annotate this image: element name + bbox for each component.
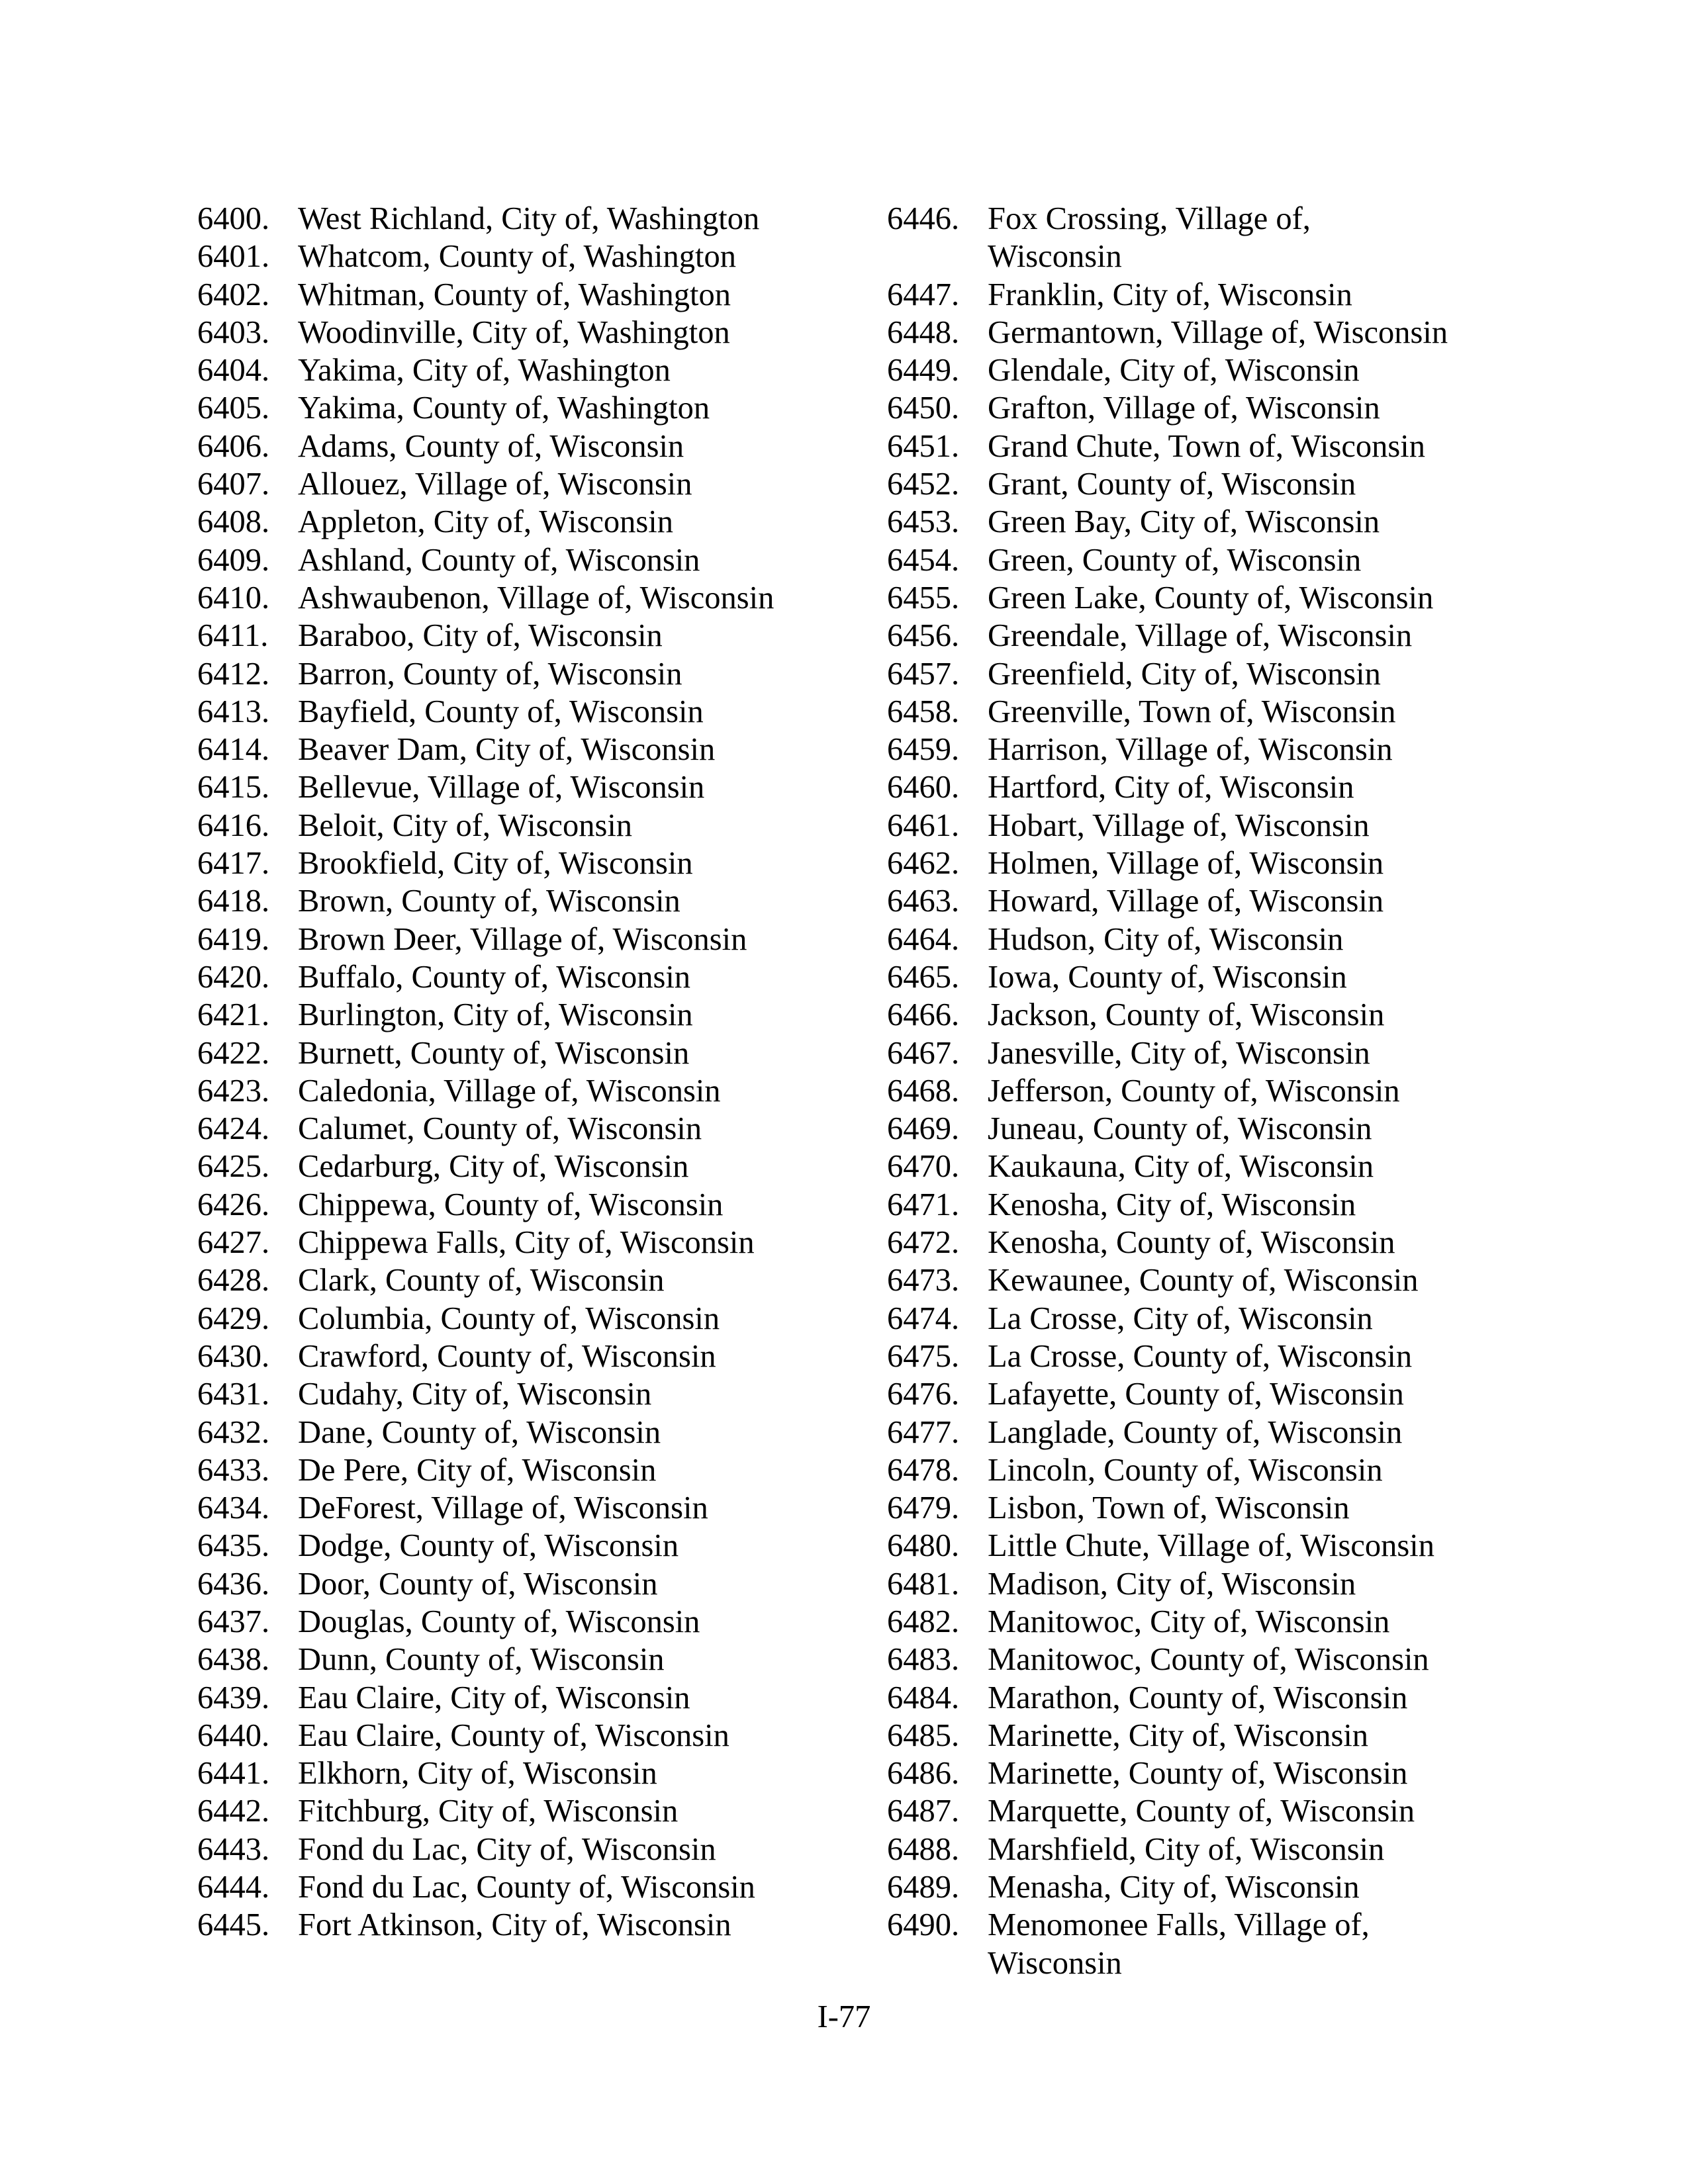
list-item	[197, 314, 859, 351]
entry-number: 6450.	[887, 390, 960, 426]
entry-number: 6430.	[197, 1338, 270, 1374]
entry-name: Buffalo, County of, Wisconsin	[298, 959, 691, 995]
entry-number: 6438.	[197, 1642, 270, 1678]
entry-name: Yakima, City of, Washington	[298, 353, 671, 388]
entry-name: De Pere, City of, Wisconsin	[298, 1452, 657, 1488]
entry-number: 6400.	[197, 201, 270, 236]
entry-name: Manitowoc, County of, Wisconsin	[988, 1642, 1429, 1678]
entry-name: Brown Deer, Village of, Wisconsin	[298, 921, 747, 957]
entry-name: Kenosha, County of, Wisconsin	[988, 1225, 1395, 1261]
list-item	[197, 807, 859, 844]
entry-number: 6480.	[887, 1528, 960, 1564]
entry-number: 6468.	[887, 1073, 960, 1109]
list-item	[197, 465, 859, 503]
list-item	[887, 655, 1549, 693]
entry-number: 6456.	[887, 618, 960, 654]
list-item	[197, 768, 859, 806]
entry-number: 6423.	[197, 1073, 270, 1109]
entry-number: 6431.	[197, 1377, 270, 1412]
entry-name: Menasha, City of, Wisconsin	[988, 1870, 1360, 1905]
list-item	[887, 276, 1549, 314]
entry-name: Dunn, County of, Wisconsin	[298, 1642, 665, 1678]
list-item	[887, 465, 1549, 503]
entry-number: 6455.	[887, 580, 960, 615]
list-item	[887, 996, 1549, 1034]
entry-name: Appleton, City of, Wisconsin	[298, 504, 674, 540]
entry-name: Chippewa Falls, City of, Wisconsin	[298, 1225, 755, 1261]
entry-name: Woodinville, City of, Washington	[298, 314, 730, 350]
list-item	[887, 1300, 1549, 1338]
list-item	[197, 276, 859, 314]
entry-name: Hudson, City of, Wisconsin	[988, 921, 1344, 957]
list-item	[887, 1792, 1549, 1830]
list-item	[197, 844, 859, 882]
entry-name: Dodge, County of, Wisconsin	[298, 1528, 679, 1564]
entry-number: 6486.	[887, 1756, 960, 1792]
entry-name: Whitman, County of, Washington	[298, 277, 731, 312]
list-item	[197, 1868, 859, 1906]
entry-number: 6464.	[887, 921, 960, 957]
entry-number: 6433.	[197, 1452, 270, 1488]
list-item	[887, 1338, 1549, 1375]
entry-name: Brown, County of, Wisconsin	[298, 884, 680, 919]
entry-number: 6462.	[887, 846, 960, 882]
entry-name: Marinette, County of, Wisconsin	[988, 1756, 1408, 1792]
list-item	[887, 958, 1549, 996]
entry-number: 6479.	[887, 1490, 960, 1526]
entry-name: Baraboo, City of, Wisconsin	[298, 618, 663, 654]
entry-name: Greenfield, City of, Wisconsin	[988, 656, 1381, 692]
entry-number: 6487.	[887, 1794, 960, 1829]
list-item	[887, 1868, 1549, 1906]
list-item	[197, 921, 859, 958]
entry-number: 6425.	[197, 1149, 270, 1185]
entry-name: Harrison, Village of, Wisconsin	[988, 732, 1393, 768]
entry-name: Menomonee Falls, Village of, Wisconsin	[988, 1907, 1370, 1981]
entry-number: 6477.	[887, 1414, 960, 1450]
entry-number: 6469.	[887, 1111, 960, 1147]
list-item	[887, 1754, 1549, 1792]
entry-name: Little Chute, Village of, Wisconsin	[988, 1528, 1434, 1564]
list-item	[197, 1414, 859, 1451]
entry-number: 6404.	[197, 353, 270, 388]
entry-name: Barron, County of, Wisconsin	[298, 656, 682, 692]
list-item	[197, 1641, 859, 1678]
list-item	[197, 1338, 859, 1375]
entry-number: 6421.	[197, 997, 270, 1033]
entry-number: 6419.	[197, 921, 270, 957]
entry-name: Yakima, County of, Washington	[298, 390, 710, 426]
entry-name: Caledonia, Village of, Wisconsin	[298, 1073, 721, 1109]
list-item	[197, 503, 859, 541]
entry-name: Brookfield, City of, Wisconsin	[298, 846, 693, 882]
list-item	[887, 1148, 1549, 1185]
entry-name: Dane, County of, Wisconsin	[298, 1414, 661, 1450]
entry-name: Langlade, County of, Wisconsin	[988, 1414, 1403, 1450]
entry-number: 6447.	[887, 277, 960, 312]
entry-name: La Crosse, City of, Wisconsin	[988, 1300, 1373, 1336]
entry-name: Ashwaubenon, Village of, Wisconsin	[298, 580, 774, 615]
list-item	[887, 1451, 1549, 1489]
list-item	[887, 693, 1549, 731]
entry-number: 6403.	[197, 314, 270, 350]
list-item	[197, 351, 859, 389]
entry-name: Door, County of, Wisconsin	[298, 1566, 658, 1602]
entry-number: 6405.	[197, 390, 270, 426]
list-item	[197, 1679, 859, 1717]
list-item	[197, 1906, 859, 1944]
entry-name: Lisbon, Town of, Wisconsin	[988, 1490, 1350, 1526]
list-item	[887, 428, 1549, 465]
entry-number: 6466.	[887, 997, 960, 1033]
list-item	[197, 958, 859, 996]
entry-name: Adams, County of, Wisconsin	[298, 428, 684, 464]
list-item	[887, 617, 1549, 655]
entry-name: Beloit, City of, Wisconsin	[298, 807, 633, 843]
entry-number: 6461.	[887, 807, 960, 843]
list-item	[887, 579, 1549, 617]
list-item	[197, 731, 859, 768]
list-item	[197, 1375, 859, 1413]
entry-number: 6434.	[197, 1490, 270, 1526]
entry-number: 6422.	[197, 1035, 270, 1071]
entry-number: 6445.	[197, 1907, 270, 1943]
list-item	[197, 1792, 859, 1830]
list-item	[887, 844, 1549, 882]
entry-name: Burnett, County of, Wisconsin	[298, 1035, 690, 1071]
entry-number: 6401.	[197, 239, 270, 275]
entry-number: 6408.	[197, 504, 270, 540]
list-item	[887, 921, 1549, 958]
entry-name: Bellevue, Village of, Wisconsin	[298, 770, 705, 805]
entry-name: Columbia, County of, Wisconsin	[298, 1300, 720, 1336]
entry-number: 6467.	[887, 1035, 960, 1071]
list-item	[887, 1224, 1549, 1261]
entry-number: 6435.	[197, 1528, 270, 1564]
list-item	[887, 1527, 1549, 1565]
entry-number: 6406.	[197, 428, 270, 464]
entry-name: Douglas, County of, Wisconsin	[298, 1604, 700, 1639]
entry-name: Grant, County of, Wisconsin	[988, 467, 1356, 502]
list-item	[197, 882, 859, 920]
list-item	[887, 1414, 1549, 1451]
entry-number: 6451.	[887, 428, 960, 464]
entry-number: 6471.	[887, 1187, 960, 1222]
entry-number: 6416.	[197, 807, 270, 843]
list-item	[197, 1603, 859, 1641]
entry-name: Green Bay, City of, Wisconsin	[988, 504, 1380, 540]
entry-number: 6475.	[887, 1338, 960, 1374]
list-item	[197, 238, 859, 275]
entry-name: Whatcom, County of, Washington	[298, 239, 736, 275]
list-item	[887, 389, 1549, 427]
entry-number: 6481.	[887, 1566, 960, 1602]
entry-number: 6474.	[887, 1300, 960, 1336]
list-item	[197, 389, 859, 427]
entry-number: 6414.	[197, 732, 270, 768]
entry-number: 6429.	[197, 1300, 270, 1336]
entry-number: 6453.	[887, 504, 960, 540]
entry-number: 6410.	[197, 580, 270, 615]
list-item	[887, 768, 1549, 806]
entry-name: Green, County of, Wisconsin	[988, 542, 1362, 578]
entry-number: 6476.	[887, 1377, 960, 1412]
list-item	[197, 996, 859, 1034]
list-item	[887, 1603, 1549, 1641]
entry-number: 6444.	[197, 1870, 270, 1905]
entry-number: 6470.	[887, 1149, 960, 1185]
entry-number: 6409.	[197, 542, 270, 578]
entry-number: 6446.	[887, 201, 960, 236]
entry-name: Marquette, County of, Wisconsin	[988, 1794, 1415, 1829]
entry-name: Fort Atkinson, City of, Wisconsin	[298, 1907, 731, 1943]
entry-number: 6463.	[887, 884, 960, 919]
entry-name: Lafayette, County of, Wisconsin	[988, 1377, 1404, 1412]
entry-name: Hartford, City of, Wisconsin	[988, 770, 1354, 805]
list-item	[887, 1072, 1549, 1110]
entry-number: 6417.	[197, 846, 270, 882]
entry-name: Cedarburg, City of, Wisconsin	[298, 1149, 689, 1185]
entry-number: 6478.	[887, 1452, 960, 1488]
entry-name: Marshfield, City of, Wisconsin	[988, 1831, 1385, 1867]
list-item	[887, 1679, 1549, 1717]
entry-number: 6448.	[887, 314, 960, 350]
list-item	[197, 1451, 859, 1489]
entry-number: 6439.	[197, 1680, 270, 1715]
list-item	[887, 1489, 1549, 1527]
list-item	[887, 1034, 1549, 1072]
entry-name: Hobart, Village of, Wisconsin	[988, 807, 1370, 843]
list-item	[197, 579, 859, 617]
entry-name: Holmen, Village of, Wisconsin	[988, 846, 1384, 882]
entry-name: Bayfield, County of, Wisconsin	[298, 694, 704, 729]
entry-name: Jefferson, County of, Wisconsin	[988, 1073, 1400, 1109]
entry-number: 6489.	[887, 1870, 960, 1905]
entry-number: 6427.	[197, 1225, 270, 1261]
entry-name: Ashland, County of, Wisconsin	[298, 542, 700, 578]
entry-number: 6482.	[887, 1604, 960, 1639]
entry-name: Marinette, City of, Wisconsin	[988, 1717, 1369, 1753]
entry-number: 6443.	[197, 1831, 270, 1867]
list-item	[197, 1072, 859, 1110]
entry-name: Beaver Dam, City of, Wisconsin	[298, 732, 716, 768]
list-item	[887, 1261, 1549, 1299]
entry-name: Grand Chute, Town of, Wisconsin	[988, 428, 1426, 464]
entry-name: Juneau, County of, Wisconsin	[988, 1111, 1372, 1147]
entry-name: Eau Claire, City of, Wisconsin	[298, 1680, 690, 1715]
entry-number: 6440.	[197, 1717, 270, 1753]
entry-name: Janesville, City of, Wisconsin	[988, 1035, 1370, 1071]
entry-number: 6413.	[197, 694, 270, 729]
entry-number: 6472.	[887, 1225, 960, 1261]
list-item	[197, 1527, 859, 1565]
entry-number: 6484.	[887, 1680, 960, 1715]
entry-number: 6449.	[887, 353, 960, 388]
entry-name: Fitchburg, City of, Wisconsin	[298, 1794, 679, 1829]
list-item	[887, 1906, 1549, 1982]
entry-name: Germantown, Village of, Wisconsin	[988, 314, 1448, 350]
list-item	[197, 655, 859, 693]
list-item	[887, 314, 1549, 351]
list-item	[197, 1224, 859, 1261]
list-item	[887, 351, 1549, 389]
entry-number: 6490.	[887, 1907, 960, 1943]
entry-number: 6412.	[197, 656, 270, 692]
list-item	[197, 1831, 859, 1868]
list-item	[197, 1186, 859, 1224]
list-item	[887, 503, 1549, 541]
list-item	[197, 617, 859, 655]
list-item	[197, 1261, 859, 1299]
entry-name: Chippewa, County of, Wisconsin	[298, 1187, 724, 1222]
entry-name: Clark, County of, Wisconsin	[298, 1263, 665, 1298]
entry-number: 6459.	[887, 732, 960, 768]
entry-name: DeForest, Village of, Wisconsin	[298, 1490, 708, 1526]
entry-number: 6457.	[887, 656, 960, 692]
list-item	[197, 1754, 859, 1792]
list-item	[887, 1375, 1549, 1413]
entry-name: Burlington, City of, Wisconsin	[298, 997, 693, 1033]
list-item	[197, 541, 859, 579]
list-item	[887, 1831, 1549, 1868]
entry-name: Fond du Lac, County of, Wisconsin	[298, 1870, 755, 1905]
entry-name: Jackson, County of, Wisconsin	[988, 997, 1385, 1033]
entry-name: Glendale, City of, Wisconsin	[988, 353, 1360, 388]
entry-name: La Crosse, County of, Wisconsin	[988, 1338, 1413, 1374]
entry-number: 6432.	[197, 1414, 270, 1450]
entry-name: West Richland, City of, Washington	[298, 201, 760, 236]
entry-number: 6411.	[197, 618, 269, 654]
entry-number: 6437.	[197, 1604, 270, 1639]
entry-name: Greenville, Town of, Wisconsin	[988, 694, 1396, 729]
entry-name: Manitowoc, City of, Wisconsin	[988, 1604, 1390, 1639]
entry-name: Greendale, Village of, Wisconsin	[988, 618, 1413, 654]
list-item	[197, 1148, 859, 1185]
entry-number: 6454.	[887, 542, 960, 578]
list-item	[887, 200, 1549, 276]
list-item	[887, 1717, 1549, 1754]
list-item	[887, 807, 1549, 844]
entry-name: Marathon, County of, Wisconsin	[988, 1680, 1408, 1715]
entry-number: 6465.	[887, 959, 960, 995]
entry-name: Franklin, City of, Wisconsin	[988, 277, 1352, 312]
entry-name: Fond du Lac, City of, Wisconsin	[298, 1831, 716, 1867]
entry-number: 6424.	[197, 1111, 270, 1147]
entry-number: 6442.	[197, 1794, 270, 1829]
entry-number: 6436.	[197, 1566, 270, 1602]
page-number: I-77	[817, 1999, 871, 2034]
list-item	[197, 1717, 859, 1754]
list-item	[197, 1565, 859, 1603]
list-item	[887, 1565, 1549, 1603]
entry-name: Madison, City of, Wisconsin	[988, 1566, 1356, 1602]
entry-name: Howard, Village of, Wisconsin	[988, 884, 1384, 919]
list-item	[887, 541, 1549, 579]
list-item	[197, 1110, 859, 1148]
list-item	[887, 1186, 1549, 1224]
entry-name: Elkhorn, City of, Wisconsin	[298, 1756, 657, 1792]
entry-number: 6460.	[887, 770, 960, 805]
list-item	[197, 1300, 859, 1338]
entry-number: 6418.	[197, 884, 270, 919]
entry-name: Kenosha, City of, Wisconsin	[988, 1187, 1356, 1222]
entry-name: Calumet, County of, Wisconsin	[298, 1111, 702, 1147]
list-item	[887, 882, 1549, 920]
entry-number: 6428.	[197, 1263, 270, 1298]
entry-name: Allouez, Village of, Wisconsin	[298, 467, 692, 502]
entry-name: Cudahy, City of, Wisconsin	[298, 1377, 652, 1412]
entry-number: 6402.	[197, 277, 270, 312]
entry-number: 6452.	[887, 467, 960, 502]
entry-number: 6483.	[887, 1642, 960, 1678]
entry-number: 6473.	[887, 1263, 960, 1298]
entry-name: Fox Crossing, Village of, Wisconsin	[988, 201, 1311, 275]
list-item	[887, 1110, 1549, 1148]
entry-name: Green Lake, County of, Wisconsin	[988, 580, 1434, 615]
entry-number: 6415.	[197, 770, 270, 805]
entry-name: Kewaunee, County of, Wisconsin	[988, 1263, 1419, 1298]
list-item	[197, 428, 859, 465]
entry-number: 6485.	[887, 1717, 960, 1753]
entry-number: 6426.	[197, 1187, 270, 1222]
entry-number: 6488.	[887, 1831, 960, 1867]
list-item	[197, 200, 859, 238]
list-item	[197, 693, 859, 731]
entry-name: Kaukauna, City of, Wisconsin	[988, 1149, 1374, 1185]
entry-name: Grafton, Village of, Wisconsin	[988, 390, 1380, 426]
list-item	[197, 1034, 859, 1072]
entry-name: Crawford, County of, Wisconsin	[298, 1338, 716, 1374]
entity-list-right-column	[887, 200, 1549, 1982]
entry-name: Lincoln, County of, Wisconsin	[988, 1452, 1383, 1488]
entry-name: Eau Claire, County of, Wisconsin	[298, 1717, 729, 1753]
entry-number: 6407.	[197, 467, 270, 502]
entry-number: 6441.	[197, 1756, 270, 1792]
entity-list-left-column	[197, 200, 859, 1944]
entry-number: 6458.	[887, 694, 960, 729]
entry-number: 6420.	[197, 959, 270, 995]
list-item	[197, 1489, 859, 1527]
list-item	[887, 1641, 1549, 1678]
list-item	[887, 731, 1549, 768]
entry-name: Iowa, County of, Wisconsin	[988, 959, 1347, 995]
